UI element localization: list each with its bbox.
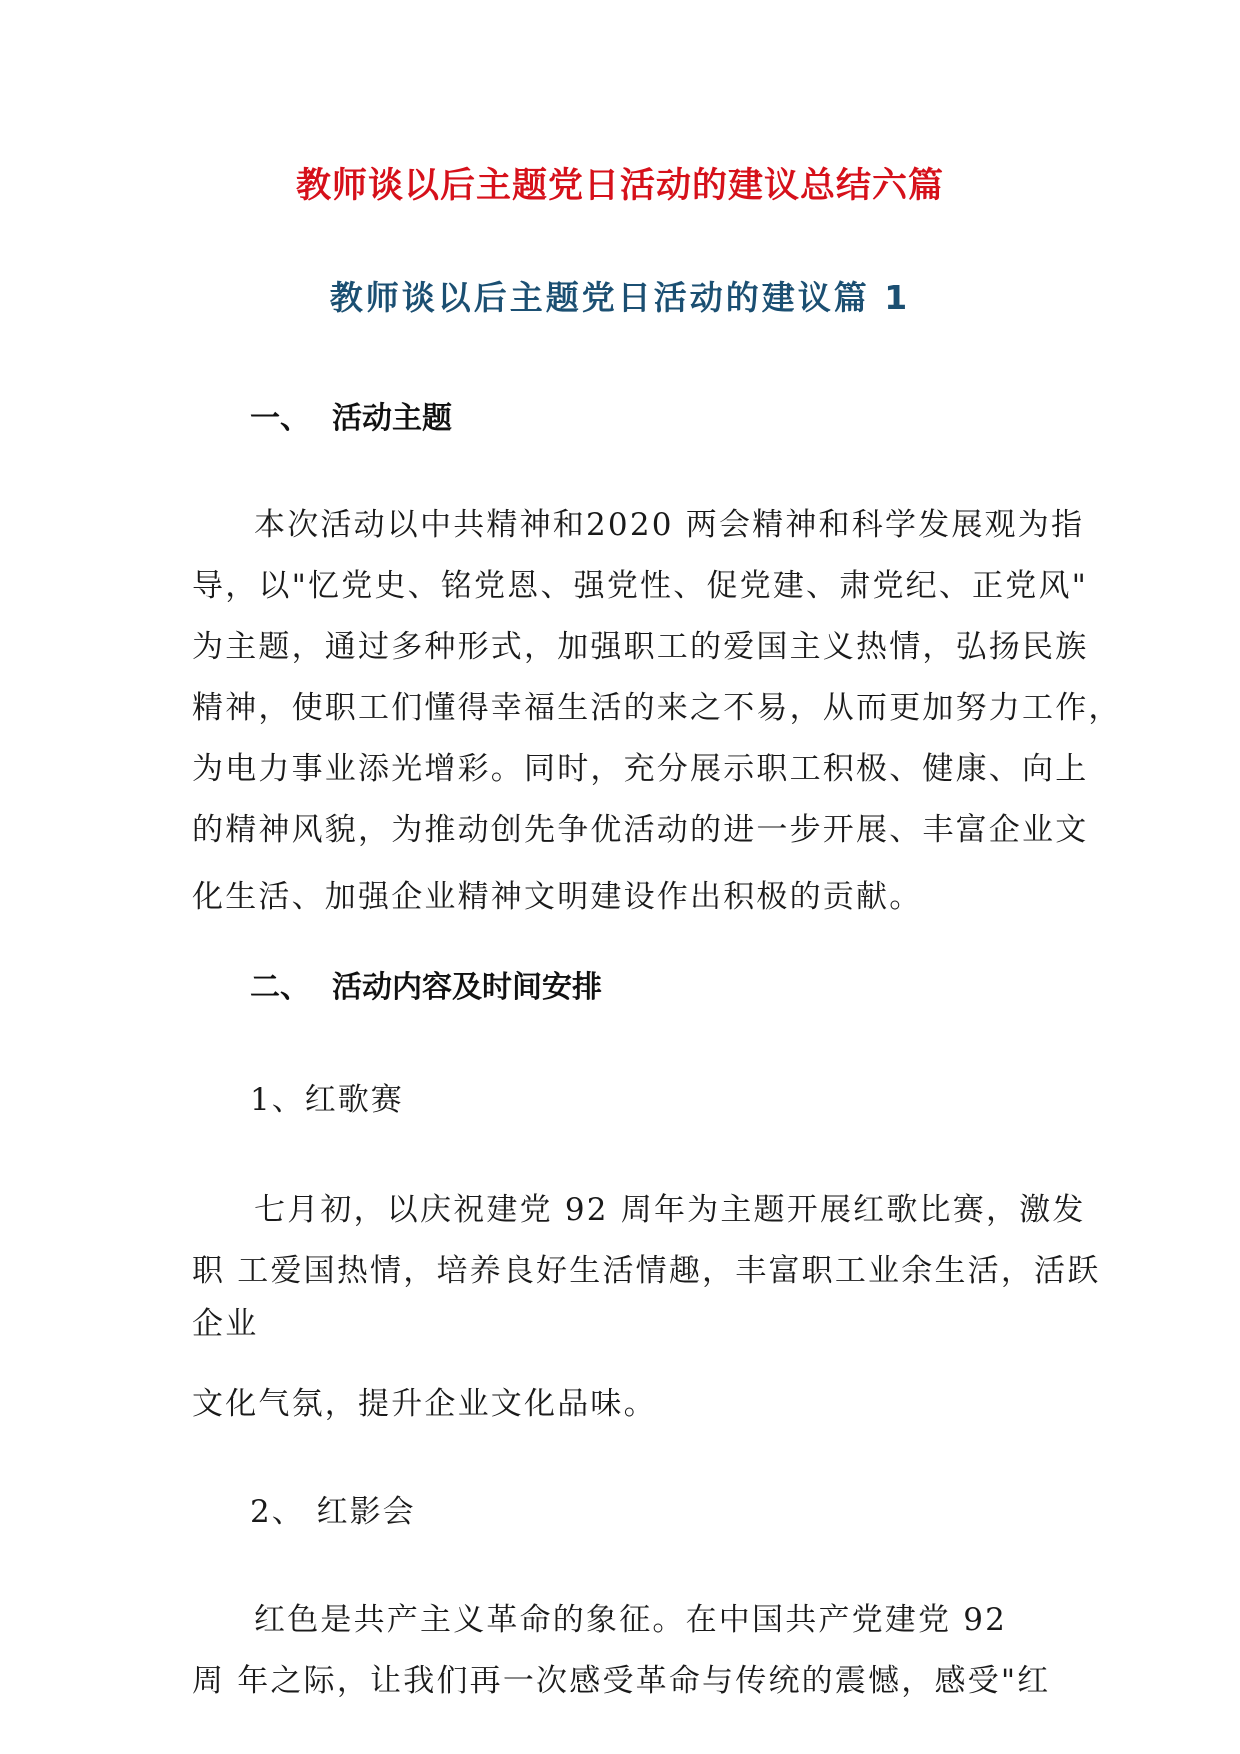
document-title: 教师谈以后主题党日活动的建议总结六篇 <box>295 166 944 206</box>
paragraph-line: 周 年之际，让我们再一次感受革命与传统的震憾，感受"红 <box>192 1663 1051 1699</box>
section-heading-text: 活动内容及时间安排 <box>332 970 602 1005</box>
paragraph-line: 化生活、加强企业精神文明建设作出积极的贡献。 <box>192 879 923 915</box>
article-subtitle: 教师谈以后主题党日活动的建议篇 1 <box>329 278 911 317</box>
section-heading-text: 活动主题 <box>332 401 452 436</box>
red-song-paragraph <box>192 1180 1101 1435</box>
paragraph-line: 本次活动以中共精神和2020 两会精神和科学发展观为指 <box>254 507 1085 543</box>
section-heading-theme <box>250 393 452 437</box>
section-number: 二、 <box>250 970 310 1005</box>
paragraph-line: 为电力事业添光增彩。同时，充分展示职工积极、健康、向上 <box>192 751 1089 787</box>
paragraph-line: 七月初，以庆祝建党 92 周年为主题开展红歌比赛，激发 <box>254 1192 1086 1228</box>
item-red-song-contest: 1、红歌赛 <box>250 1082 404 1118</box>
paragraph-line: 的精神风貌，为推动创先争优活动的进一步开展、丰富企业文 <box>192 812 1089 848</box>
paragraph-line: 为主题，通过多种形式，加强职工的爱国主义热情，弘扬民族 <box>192 629 1089 665</box>
item-red-film-show: 2、 红影会 <box>250 1494 416 1530</box>
theme-paragraph <box>192 495 1122 928</box>
paragraph-line: 文化气氛，提升企业文化品味。 <box>192 1386 657 1422</box>
paragraph-line: 职 工爱国热情，培养良好生活情趣，丰富职工业余生活，活跃 <box>192 1253 1101 1289</box>
paragraph-line: 导，以"忆党史、铭党恩、强党性、促党建、肃党纪、正党风" <box>192 568 1089 604</box>
section-number: 一、 <box>250 401 310 436</box>
paragraph-line: 精神，使职工们懂得幸福生活的来之不易，从而更加努力工作， <box>192 690 1122 726</box>
section-heading-schedule <box>250 962 602 1006</box>
paragraph-line: 红色是共产主义革命的象征。在中国共产党建党 92 <box>254 1602 1008 1638</box>
paragraph-line: 企业 <box>192 1306 259 1342</box>
red-film-paragraph <box>192 1590 1052 1712</box>
